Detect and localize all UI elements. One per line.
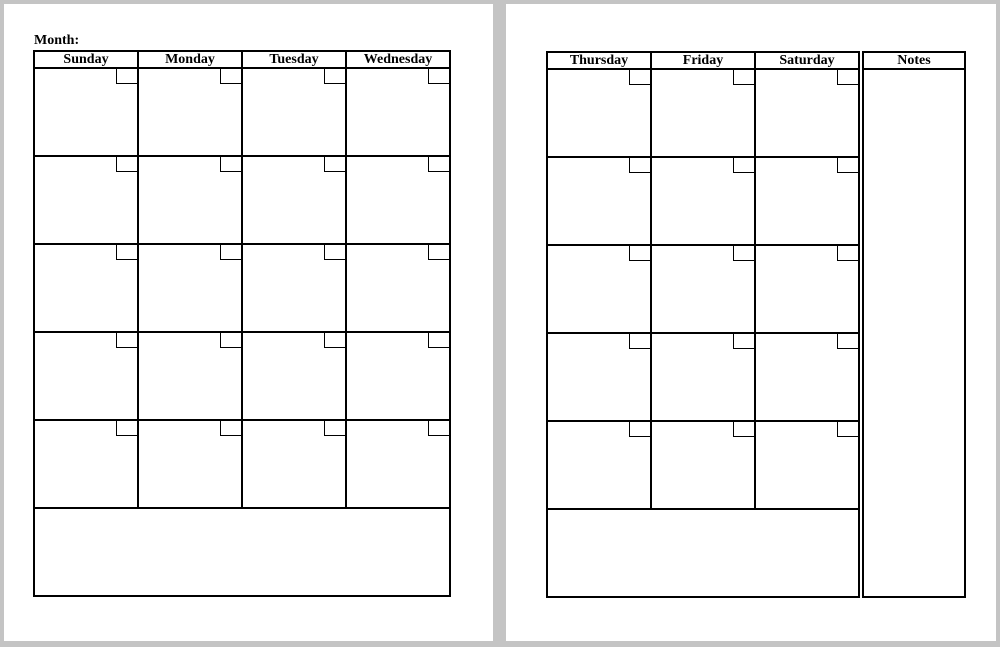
day-cell: [547, 333, 651, 421]
header-sunday: Sunday: [34, 51, 138, 68]
day-cell: [651, 421, 755, 509]
date-number-box: [629, 158, 650, 173]
weekday-header-row: [547, 52, 965, 69]
date-number-box: [220, 333, 241, 348]
date-number-box: [324, 69, 345, 84]
day-cell: [755, 157, 859, 245]
date-number-box: [428, 157, 449, 172]
day-cell: [138, 332, 242, 420]
week-row: [34, 332, 450, 420]
day-cell: [755, 69, 859, 157]
day-cell: [34, 332, 138, 420]
day-cell: [547, 69, 651, 157]
date-number-box: [220, 245, 241, 260]
date-number-box: [220, 157, 241, 172]
date-number-box: [733, 158, 754, 173]
weekday-header-row: [34, 51, 450, 68]
header-tuesday: Tuesday: [242, 51, 346, 68]
header-monday: Monday: [138, 51, 242, 68]
date-number-box: [733, 422, 754, 437]
day-cell: [547, 245, 651, 333]
day-cell: [138, 420, 242, 508]
bottom-notes-box: [34, 508, 450, 596]
date-number-box: [116, 157, 137, 172]
day-cell: [242, 68, 346, 156]
day-cell: [138, 244, 242, 332]
day-cell: [34, 244, 138, 332]
date-number-box: [428, 69, 449, 84]
header-thursday: Thursday: [547, 52, 651, 69]
day-cell: [242, 332, 346, 420]
date-number-box: [428, 333, 449, 348]
date-number-box: [116, 333, 137, 348]
day-cell: [138, 68, 242, 156]
day-cell: [651, 157, 755, 245]
day-cell: [346, 420, 450, 508]
day-cell: [755, 245, 859, 333]
date-number-box: [324, 245, 345, 260]
day-cell: [651, 333, 755, 421]
right-page: [506, 4, 996, 641]
date-number-box: [629, 246, 650, 261]
day-cell: [755, 333, 859, 421]
column-gap: [859, 245, 863, 333]
day-cell: [651, 69, 755, 157]
date-number-box: [324, 421, 345, 436]
day-cell: [547, 421, 651, 509]
right-calendar-grid: [546, 51, 966, 598]
column-gap: [859, 421, 863, 509]
date-number-box: [324, 333, 345, 348]
date-number-box: [837, 422, 858, 437]
day-cell: [346, 244, 450, 332]
day-cell: [242, 244, 346, 332]
day-cell: [346, 156, 450, 244]
day-cell: [242, 156, 346, 244]
day-cell: [651, 245, 755, 333]
week-row: [34, 156, 450, 244]
date-number-box: [629, 422, 650, 437]
day-cell: [242, 420, 346, 508]
week-row: [34, 420, 450, 508]
day-cell: [34, 420, 138, 508]
date-number-box: [428, 245, 449, 260]
date-number-box: [837, 246, 858, 261]
bottom-notes-box: [547, 509, 859, 597]
week-row: [34, 68, 450, 156]
date-number-box: [837, 158, 858, 173]
day-cell: [346, 68, 450, 156]
day-cell: [34, 156, 138, 244]
day-cell: [346, 332, 450, 420]
header-friday: Friday: [651, 52, 755, 69]
day-cell: [138, 156, 242, 244]
column-gap: [859, 509, 863, 597]
left-page: [4, 4, 493, 641]
column-gap: [859, 157, 863, 245]
date-number-box: [428, 421, 449, 436]
week-row: [547, 69, 965, 157]
date-number-box: [324, 157, 345, 172]
date-number-box: [837, 70, 858, 85]
header-wednesday: Wednesday: [346, 51, 450, 68]
header-notes: Notes: [863, 52, 965, 69]
column-gap: [859, 333, 863, 421]
date-number-box: [733, 334, 754, 349]
day-cell: [547, 157, 651, 245]
day-cell: [34, 68, 138, 156]
date-number-box: [116, 245, 137, 260]
date-number-box: [837, 334, 858, 349]
date-number-box: [220, 421, 241, 436]
week-row: [34, 244, 450, 332]
date-number-box: [629, 70, 650, 85]
left-calendar-grid: [33, 50, 451, 597]
date-number-box: [733, 70, 754, 85]
bottom-notes-row: [34, 508, 450, 596]
date-number-box: [116, 69, 137, 84]
month-label: Month:: [34, 33, 80, 48]
date-number-box: [733, 246, 754, 261]
notes-column: [863, 69, 965, 597]
date-number-box: [220, 69, 241, 84]
date-number-box: [629, 334, 650, 349]
day-cell: [755, 421, 859, 509]
date-number-box: [116, 421, 137, 436]
header-saturday: Saturday: [755, 52, 859, 69]
